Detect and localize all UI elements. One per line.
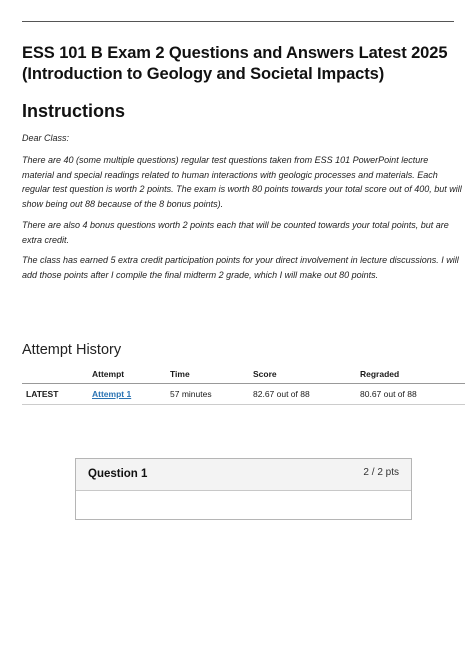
table-row bbox=[22, 383, 465, 404]
latest-label: LATEST bbox=[22, 383, 92, 404]
title-line-1: ESS 101 B Exam 2 Questions and Answers Latest 2025 bbox=[22, 44, 448, 62]
column-header-blank bbox=[22, 366, 92, 383]
attempt-history-table bbox=[22, 366, 465, 405]
instructions-paragraph-1: There are 40 (some multiple questions) regular test questions taken from ESS 101 PowerPoint lecture material and special readings related to human interactions with geologic processes and materials. Each regular test question is worth 2 points. The exam is worth 80 points towards your total score out of 400, but will show being out 88 because of the 8 bonus points). bbox=[22, 155, 462, 209]
attempt-cell bbox=[92, 383, 170, 404]
instructions-heading: Instructions bbox=[22, 101, 126, 121]
title-line-2: (Introduction to Geology and Societal Impacts) bbox=[22, 65, 385, 83]
score-cell: 82.67 out of 88 bbox=[253, 383, 360, 404]
question-card bbox=[75, 458, 412, 520]
instructions-paragraph-3: The class has earned 5 extra credit participation points for your direct involvement in lecture discussions. I will add those points after I compile the final midterm 2 grade, which I will make out 80 points. bbox=[22, 255, 459, 280]
column-header-time: Time bbox=[170, 366, 253, 383]
time-cell: 57 minutes bbox=[170, 383, 253, 404]
question-points: 2 / 2 pts bbox=[363, 467, 399, 478]
top-divider bbox=[22, 21, 454, 22]
column-header-score: Score bbox=[253, 366, 360, 383]
attempt-history-title: Attempt History bbox=[22, 342, 122, 358]
question-title: Question 1 bbox=[88, 468, 148, 480]
question-header bbox=[76, 459, 411, 491]
regraded-cell: 80.67 out of 88 bbox=[360, 383, 465, 404]
table-header-row bbox=[22, 366, 465, 383]
salutation: Dear Class: bbox=[22, 133, 70, 143]
column-header-attempt: Attempt bbox=[92, 366, 170, 383]
document-title bbox=[22, 43, 470, 85]
column-header-regraded: Regraded bbox=[360, 366, 465, 383]
instructions-paragraph-2: There are also 4 bonus questions worth 2 points each that will be counted towards your total points, but are extra credit. bbox=[22, 220, 449, 245]
attempt-1-link[interactable]: Attempt 1 bbox=[92, 388, 132, 399]
